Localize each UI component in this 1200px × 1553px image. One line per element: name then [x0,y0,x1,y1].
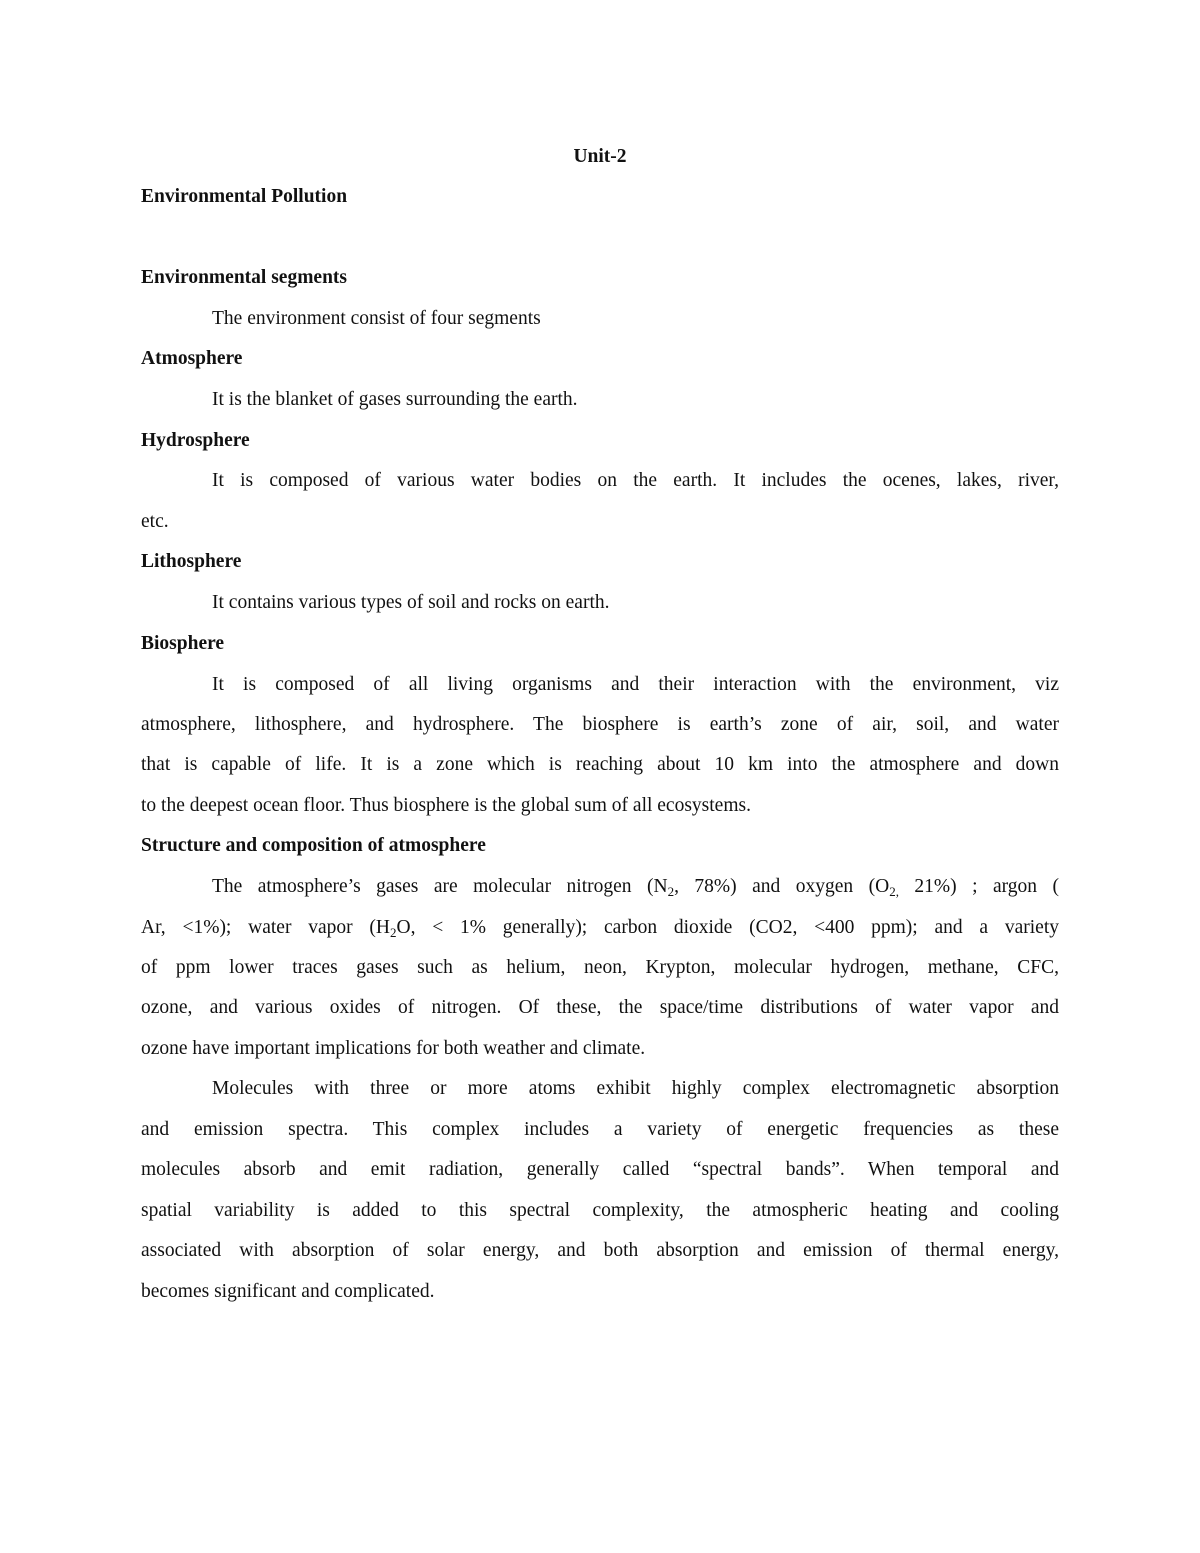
text-span: The atmosphere’s gases are molecular nitrogen (N [212,876,668,897]
structure-p1-line-3: of ppm lower traces gases such as helium, neon, Krypton, molecular hydrogen, methane, CFC, [141,957,1059,978]
subscript: 2, [889,884,899,899]
subscript: 2 [389,925,397,940]
biosphere-line-1: It is composed of all living organisms and their interaction with the environment, viz [212,674,1059,695]
heading-lithosphere: Lithosphere [141,551,242,572]
subscript: 2 [667,884,675,899]
lithosphere-text: It contains various types of soil and rocks on earth. [212,592,610,613]
text-span: 21%) ; argon ( [898,876,1059,897]
chapter-title: Environmental Pollution [141,186,348,207]
text-span: Ar, <1%); water vapor (H [141,917,390,938]
biosphere-line-4: to the deepest ocean floor. Thus biosphere is the global sum of all ecosystems. [141,795,751,816]
heading-hydrosphere: Hydrosphere [141,430,250,451]
structure-p1-line-1 [212,875,1059,899]
heading-structure-composition: Structure and composition of atmosphere [141,835,486,856]
hydrosphere-text-line-2: etc. [141,511,169,532]
hydrosphere-text-line-1: It is composed of various water bodies on the earth. It includes the ocenes, lakes, river, [212,470,1059,491]
heading-atmosphere: Atmosphere [141,348,243,369]
heading-environmental-segments: Environmental segments [141,267,348,288]
structure-p2-line-6: becomes significant and complicated. [141,1281,435,1302]
unit-title: Unit-2 [573,146,627,167]
structure-p2-line-3: molecules absorb and emit radiation, generally called “spectral bands”. When temporal and [141,1159,1059,1180]
atmosphere-text: It is the blanket of gases surrounding the earth. [212,389,578,410]
text-span: O, < 1% generally); carbon dioxide (CO2, <400 ppm); and a variety [396,917,1059,938]
biosphere-line-3: that is capable of life. It is a zone which is reaching about 10 km into the atmosphere and down [141,754,1059,775]
structure-p1-line-2 [141,916,1059,940]
structure-p2-line-2: and emission spectra. This complex includes a variety of energetic frequencies as these [141,1119,1059,1140]
structure-p2-line-1: Molecules with three or more atoms exhibit highly complex electromagnetic absorption [212,1078,1059,1099]
text-span: , 78%) and oxygen (O [674,876,890,897]
structure-p1-line-5: ozone have important implications for both weather and climate. [141,1038,646,1059]
heading-biosphere: Biosphere [141,633,225,654]
segments-text: The environment consist of four segments [212,308,541,329]
structure-p1-line-4: ozone, and various oxides of nitrogen. Of these, the space/time distributions of water vapor and [141,997,1059,1018]
structure-p2-line-5: associated with absorption of solar energy, and both absorption and emission of thermal energy, [141,1240,1059,1261]
structure-p2-line-4: spatial variability is added to this spectral complexity, the atmospheric heating and cooling [141,1200,1059,1221]
biosphere-line-2: atmosphere, lithosphere, and hydrosphere. The biosphere is earth’s zone of air, soil, and water [141,714,1059,735]
